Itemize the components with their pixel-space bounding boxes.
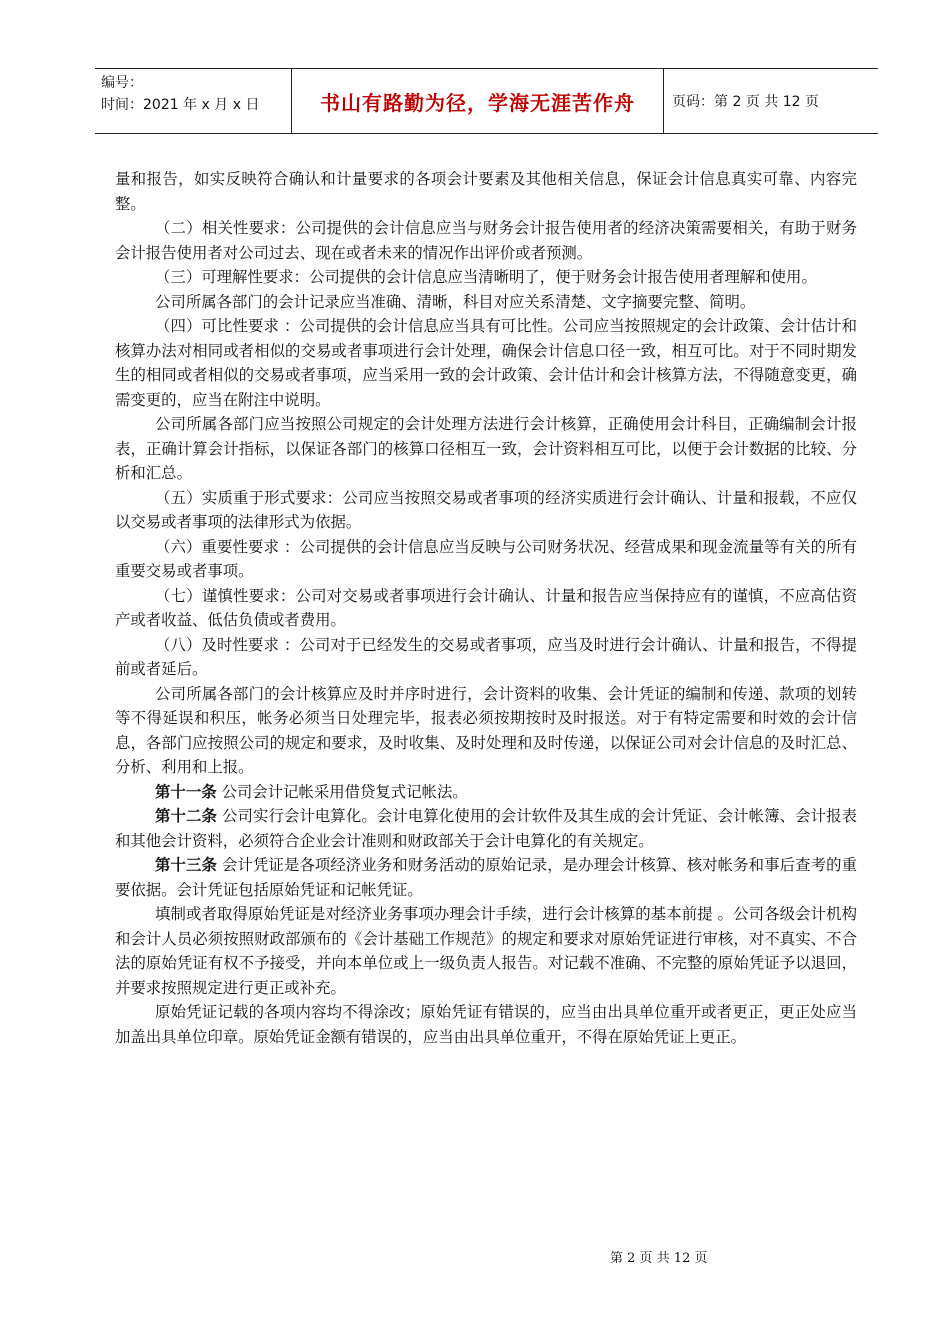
paragraph-text: （四）可比性要求 ：公司提供的会计信息应当具有可比性。公司应当按照规定的会计政策、会计估计和核算办法对相同或者相似的交易或者事项进行会计处理，确保会计信息口径一致，相互可比。对于不同时期发生的相同或者相似的交易或者事项，应当采用一致的会计政策、会计估计和会计核算方法，不得随意变更，确需变更的，应当在附注中说明。 bbox=[115, 317, 857, 409]
paragraph-text: （六）重要性要求 ：公司提供的会计信息应当反映与公司财务状况、经营成果和现金流量等有关的所有重要交易或者事项。 bbox=[115, 537, 857, 580]
header-meta bbox=[95, 69, 291, 133]
paragraph-text: 公司所属各部门应当按照公司规定的会计处理方法进行会计核算，正确使用会计科目，正确编制会计报表，正确计算会计指标，以保证各部门的核算口径相互一致，会计资料相互可比，以便于会计数据的比较、分析和汇总。 bbox=[115, 415, 857, 482]
paragraph-text: （五）实质重于形式要求：公司应当按照交易或者事项的经济实质进行会计确认、计量和报载，不应仅以交易或者事项的法律形式为依据。 bbox=[115, 488, 857, 531]
paragraph-text: 会计凭证是各项经济业务和财务活动的原始记录，是办理会计核算、核对帐务和事后查考的重要依据。会计凭证包括原始凭证和记帐凭证。 bbox=[115, 856, 857, 899]
paragraph-text: （三）可理解性要求：公司提供的会计信息应当清晰明了，便于财务会计报告使用者理解和使用。 bbox=[155, 268, 817, 286]
paragraph-text: 量和报告，如实反映符合确认和计量要求的各项会计要素及其他相关信息，保证会计信息真实可靠、内容完整。 bbox=[115, 170, 857, 213]
paragraph-text: 填制或者取得原始凭证是对经济业务事项办理会计手续，进行会计核算的基本前提 。公司各级会计机构和会计人员必须按照财政部颁布的《会计基础工作规范》的规定和要求对原始凭证进行审核，对不真实、不合法的原始凭证有权不予接受，并向本单位或上一级负责人报告。对记载不准确、不完整的原始凭证予以退回，并要求按照规定进行更正或补充。 bbox=[115, 905, 857, 997]
paragraph-text: 公司实行会计电算化。会计电算化使用的会计软件及其生成的会计凭证、会计帐簿、会计报表和其他会计资料，必须符合企业会计准则和财政部关于会计电算化的有关规定。 bbox=[115, 807, 857, 850]
article-paragraph bbox=[115, 853, 857, 902]
body-paragraph bbox=[115, 167, 857, 216]
document-time: 时间：2021 年 x 月 x 日 bbox=[101, 97, 260, 113]
paragraph-text: 公司会计记帐采用借贷复式记帐法。 bbox=[216, 782, 468, 801]
body-paragraph bbox=[115, 265, 857, 290]
article-paragraph bbox=[115, 780, 857, 805]
paragraph-text: 公司所属各部门的会计记录应当准确、清晰，科目对应关系清楚、文字摘要完整、简明。 bbox=[155, 292, 756, 311]
body-paragraph bbox=[115, 633, 857, 682]
document-body bbox=[115, 167, 857, 1049]
article-paragraph bbox=[115, 804, 857, 853]
body-paragraph bbox=[115, 1000, 857, 1049]
header-page-info: 页码：第 2 页 共 12 页 bbox=[672, 94, 819, 110]
body-paragraph bbox=[115, 584, 857, 633]
header-motto: 书山有路勤为径，学海无涯苦作舟 bbox=[320, 90, 635, 115]
paragraph-text: （二）相关性要求：公司提供的会计信息应当与财务会计报告使用者的经济决策需要相关，有助于财务会计报告使用者对公司过去、现在或者未来的情况作出评价或者预测。 bbox=[115, 219, 857, 262]
paragraph-text: （七）谨慎性要求：公司对交易或者事项进行会计确认、计量和报告应当保持应有的谨慎，不应高估资产或者收益、低估负债或者费用。 bbox=[115, 586, 857, 629]
article-number: 第十一条 bbox=[155, 782, 217, 801]
paragraph-text: 原始凭证记载的各项内容均不得涂改；原始凭证有错误的，应当由出具单位重开或者更正，更正处应当加盖出具单位印章。原始凭证金额有错误的，应当由出具单位重开，不得在原始凭证上更正。 bbox=[115, 1003, 857, 1046]
article-number: 第十二条 bbox=[155, 807, 217, 825]
body-paragraph bbox=[115, 216, 857, 265]
page-header bbox=[95, 68, 878, 134]
body-paragraph bbox=[115, 682, 857, 780]
paragraph-text: （八）及时性要求 ：公司对于已经发生的交易或者事项，应当及时进行会计确认、计量和报告，不得提前或者延后。 bbox=[115, 635, 857, 678]
document-number-label: 编号： bbox=[101, 75, 143, 91]
paragraph-text: 公司所属各部门的会计核算应及时并序时进行，会计资料的收集、会计凭证的编制和传递、款项的划转等不得延误和积压，帐务必须当日处理完毕，报表必须按期按时及时报送。对于有特定需要和时效的会计信息，各部门应按照公司的规定和要求，及时收集、及时处理和及时传递，以保证公司对会计信息的及时汇总、分析、利用和上报。 bbox=[115, 684, 857, 776]
article-number: 第十三条 bbox=[155, 856, 217, 874]
body-paragraph bbox=[115, 486, 857, 535]
page-footer: 第 2 页 共 12 页 bbox=[610, 1251, 708, 1266]
body-paragraph bbox=[115, 314, 857, 412]
body-paragraph bbox=[115, 535, 857, 584]
body-paragraph bbox=[115, 902, 857, 1000]
header-motto-cell bbox=[291, 69, 664, 133]
body-paragraph bbox=[115, 412, 857, 486]
body-paragraph bbox=[115, 290, 857, 315]
